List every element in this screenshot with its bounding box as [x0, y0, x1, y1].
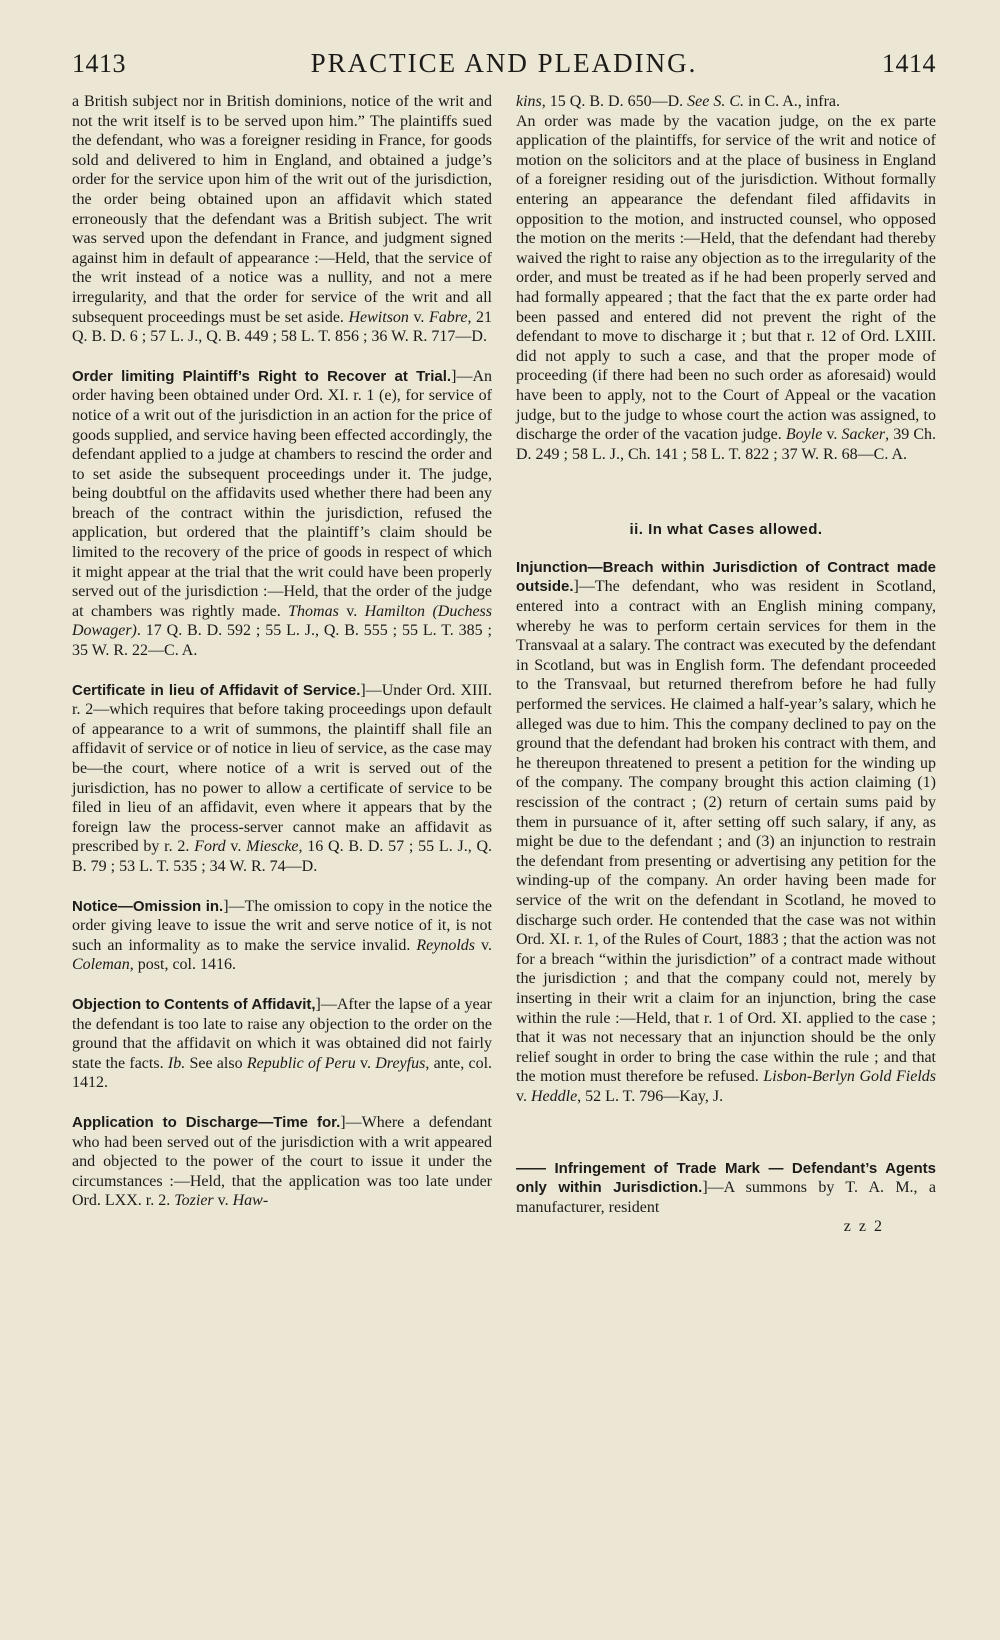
entry-heading: Injunction—Breach within Jurisdiction of Contract made outside.: [516, 558, 936, 596]
left-column: [72, 92, 492, 1237]
entry-heading: —— Infringement of Trade Mark — Defendant’s Agents only within Jurisdiction.: [516, 1159, 936, 1197]
right-column: [516, 92, 936, 1237]
entry-heading: Certificate in lieu of Affidavit of Service.: [72, 681, 361, 699]
paragraph: Injunction—Breach within Jurisdiction of Contract made outside.]—The defendant, who was resident in Scotland, entered into a contract with an English mining company, whereby he was to perform certain services for them in the Transvaal at a salary. The contract was executed by the defendant in Scotland, but was in English form. The defendant proceeded to the Transvaal, but returned therefrom before he had fully performed the services. He claimed a half-year’s salary, which he alleged was due to him. This the company declined to pay on the ground that the defendant had broken his contract with them, and he thereupon threatened to present a petition for the winding up of the company. The company brought this action claiming (1) rescission of the contract ; (2) return of certain sums paid by them in pursuance of it, after setting off such salary, if any, as might be due to the defendant ; and (3) an injunction to restrain the defendant from presenting or advertising any petition for the winding-up of the company. An order having been made for service of the writ on the defendant in Scotland, he moved to discharge such order. He contended that the case was not within Ord. XI. r. 1, of the Rules of Court, 1883 ; that the action was not for a breach “within the jurisdiction” of a contract made without the jurisdiction ; and that the company could not, merely by inserting in their writ a claim for an injunction, bring the case within the rule :—Held, that r. 1 of Ord. XI. applied to the case ; that it was not necessary that an injunction should be the only relief sought in order to bring the case within the rule ; and that the motion must therefore be refused. Lisbon-Berlyn Gold Fields v. Heddle, 52 L. T. 796—Kay, J.: [516, 558, 937, 1105]
paragraph: kins, 15 Q. B. D. 650—D. See S. C. in C. A., infra.: [516, 93, 840, 110]
paragraph: —— Infringement of Trade Mark — Defendant’s Agents only within Jurisdiction.]—A summons by T. A. M., a manufacturer, resident: [516, 1159, 936, 1216]
paragraph: Application to Discharge—Time for.]—Where a defendant who had been served out of the jurisdiction with a writ appeared and objected to the power of the court to issue it under the circumstances :—Held, that the application was too late under Ord. LXX. r. 2. Tozier v. Haw-: [72, 1113, 493, 1210]
entry-heading: Order limiting Plaintiff’s Right to Recover at Trial.: [72, 367, 452, 385]
text-columns: [72, 92, 936, 1237]
entry-heading: Objection to Contents of Affidavit,: [72, 995, 316, 1013]
paragraph: Notice—Omission in.]—The omission to copy in the notice the order giving leave to issue the writ and serve notice of it, is not such an informality as to make the service invalid. Reynolds v. Coleman, post, col. 1416.: [72, 897, 493, 974]
paragraph: Order limiting Plaintiff’s Right to Recover at Trial.]—An order having been obtained under Ord. XI. r. 1 (e), for service of notice of a writ out of the jurisdiction in an action for the price of goods supplied, and service having been effected accordingly, the defendant applied to a judge at chambers to rescind the order and to set aside the subsequent proceedings under it. The judge, being doubtful on the affidavits used whether there had been any breach of the contract within the jurisdiction, refused the application, but ordered that the plaintiff’s claim should be limited to the recovery of the price of goods in respect of which it might appear at the trial that the writ could have been properly served out of the jurisdiction :—Held, that the order of the judge at chambers was rightly made. Thomas v. Hamilton (Duchess Dowager). 17 Q. B. D. 592 ; 55 L. J., Q. B. 555 ; 55 L. T. 385 ; 35 W. R. 22—C. A.: [72, 367, 493, 660]
paragraph: An order was made by the vacation judge, on the ex parte application of the plaintiffs, for service of the writ and notice of motion on the solicitors and at the place of business in England of a foreigner residing out of the jurisdiction. Without formally entering an appearance the defendant filed affidavits in opposition to the motion, and instructed counsel, who opposed the motion on the merits :—Held, that the defendant had thereby waived the right to raise any objection as to the irregularity of the order, and must be treated as if he had been properly served and had formally appeared ; that the fact that the ex parte order had been passed and entered did not prevent the right of the defendant to move to discharge it ; but that r. 12 of Ord. LXIII. did not apply to such a case, and that the proper mode of proceeding (if there had been no such order as aforesaid) would have been to apply, not to the Court of Appeal or the vacation judge, but to the judge to whose court the action was assigned, to discharge the order of the vacation judge. Boyle v. Sacker, 39 Ch. D. 249 ; 58 L. J., Ch. 141 ; 58 L. T. 822 ; 37 W. R. 68—C. A.: [516, 112, 937, 463]
left-column-number: 1413: [72, 49, 126, 78]
paragraph: Objection to Contents of Affidavit,]—After the lapse of a year the defendant is too late to raise any objection to the order on the ground that the affidavit on which it was obtained did not fairly state the facts. Ib. See also Republic of Peru v. Dreyfus, ante, col. 1412.: [72, 995, 493, 1092]
page-header: [72, 48, 936, 88]
paragraph: a British subject nor in British dominions, notice of the writ and not the writ itself is to be served upon him.” The plaintiffs sued the defendant, who was a foreigner residing in France, for goods sold and delivered to him in England, and obtained a judge’s order for the service upon him of the writ out of the jurisdiction, the order being obtained upon an affidavit which stated erroneously that the defendant was a British subject. The writ was served upon the defendant in France, and judgment signed against him in default of appearance :—Held, that the service of the writ instead of a notice was a nullity, and not a mere irregularity, and that the order for service of the writ and all subsequent proceedings must be set aside. Hewitson v. Fabre, 21 Q. B. D. 6 ; 57 L. J., Q. B. 449 ; 58 L. T. 856 ; 36 W. R. 717—D.: [72, 93, 492, 346]
section-heading: ii. In what Cases allowed.: [629, 521, 823, 539]
entry-heading: Notice—Omission in.: [72, 897, 224, 915]
right-column-number: 1414: [881, 49, 936, 78]
page-title: PRACTICE AND PLEADING.: [310, 48, 698, 78]
paragraph: Certificate in lieu of Affidavit of Service.]—Under Ord. XIII. r. 2—which requires that before taking proceedings upon default of appearance to a writ of summons, the plaintiff shall file an affidavit of service or of notice in lieu of service, as the case may be—the court, where notice of a writ is served out of the jurisdiction, has no power to allow a certificate of service to be filed in lieu of an affidavit, even where it appears that by the foreign law the process-server cannot make an affidavit as prescribed by r. 2. Ford v. Miescke, 16 Q. B. D. 57 ; 55 L. J., Q. B. 79 ; 53 L. T. 535 ; 34 W. R. 74—D.: [72, 681, 493, 875]
entry-heading: Application to Discharge—Time for.: [72, 1113, 341, 1131]
signature-mark: z z 2: [843, 1218, 884, 1236]
